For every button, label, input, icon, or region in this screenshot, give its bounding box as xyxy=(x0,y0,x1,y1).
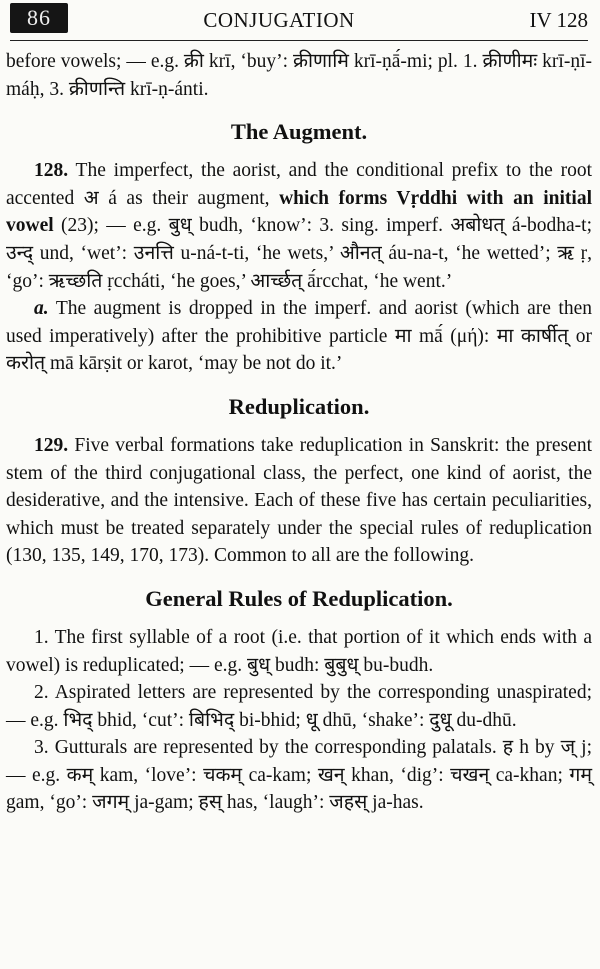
section-reference: IV 128 xyxy=(529,8,588,32)
paragraph-128-text-b: (23); — e.g. बुध् budh, ‘know’: 3. sing. imperf. अबोधत् á-bodha-t; उन्द् und, ‘wet’: उनत्ति u-ná-t-ti, ‘he wets,’ औनत् áu-na-t, ‘he wetted’; ऋ ṛ, ‘go’: ऋच्छति ṛccháti, ‘he goes,’ आर्च्छत् ā́rcchat, ‘he went.’ xyxy=(6,215,592,292)
rule-1: 1. The first syllable of a root (i.e. that portion of it which ends with a vowel) is reduplicated; — e.g. बुध् budh: बुबुध् bu-budh. xyxy=(6,626,592,676)
page-header xyxy=(6,0,592,48)
header-rule xyxy=(10,40,588,41)
rule-2: 2. Aspirated letters are represented by the corresponding unaspirated; — e.g. भिद् bhid, ‘cut’: बिभिद् bi-bhid; धू dhū, ‘shake’: दुधू du-dhū. xyxy=(6,682,592,731)
paragraph-129-text: Five verbal formations take reduplication in Sanskrit: the present stem of the third conjugational class, the perfect, one kind of aorist, the desiderative, and the intensive. Each of these five has certain peculiarities, which must be treated separately under the special rules of reduplication (130, 135, 149, 170, 173). Common to all are the following. xyxy=(6,434,592,567)
intro-paragraph: before vowels; — e.g. क्री krī, ‘buy’: क्रीणामि krī-ṇā́-mi; pl. 1. क्रीणीमः krī-ṇī-máḥ, 3. क्रीणन्ति krī-ṇ-ánti. xyxy=(6,51,592,100)
heading-augment: The Augment. xyxy=(230,119,368,145)
page-number: 86 xyxy=(10,3,68,33)
heading-reduplication: Reduplication. xyxy=(228,393,370,419)
paragraph-128 xyxy=(6,157,592,295)
heading-general-rules: General Rules of Reduplication. xyxy=(145,585,453,611)
paragraph-129 xyxy=(6,432,592,570)
paragraph-128-number: 128. xyxy=(34,160,69,182)
paragraph-128-bold: which forms Vṛddhi with an initial vowel xyxy=(6,187,592,237)
paragraph-128a-label: a. xyxy=(34,298,49,320)
paragraph-128-text-a: The imperfect, the aorist, and the conditional prefix to the root accented अ á as their augment, xyxy=(6,160,592,209)
rule-3: 3. Gutturals are represented by the corresponding palatals. ह h by ज् j; — e.g. कम् kam, ‘love’: चकम् ca-kam; खन् khan, ‘dig’: चखन् ca-khan; गम् gam, ‘go’: जगम् ja-gam; हस् has, ‘laugh’: जहस् ja-has. xyxy=(6,737,592,814)
paragraph-128a xyxy=(6,295,592,378)
paragraph-128a-text: The augment is dropped in the imperf. and aorist (which are then used imperatively) after the prohibitive particle मा mā́ (μή): मा कार्षीत् or करोत् mā kārṣit or karot, ‘may be not do it.’ xyxy=(6,298,592,375)
paragraph-129-number: 129. xyxy=(34,434,69,456)
running-title: CONJUGATION xyxy=(203,8,355,32)
